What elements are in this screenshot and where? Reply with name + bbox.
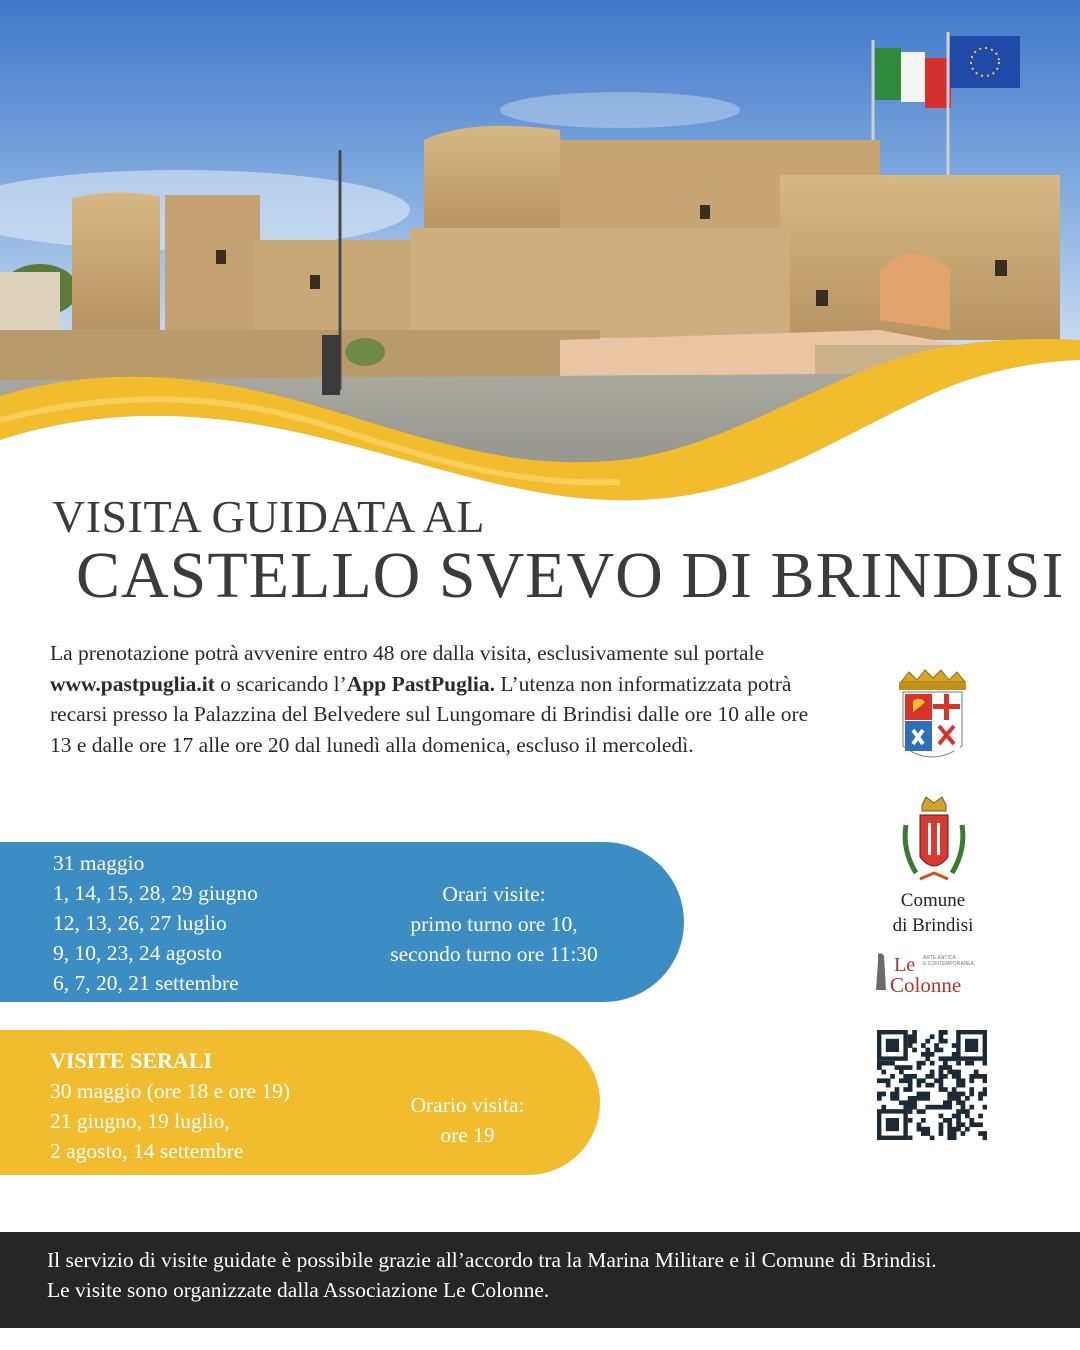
- qr-module: [939, 1127, 944, 1132]
- booking-info: [50, 638, 830, 760]
- qr-module: [969, 1118, 974, 1123]
- le-colonne-wordmark-top: Le: [894, 954, 916, 976]
- qr-module: [943, 1118, 948, 1123]
- qr-module: [921, 1109, 926, 1114]
- qr-module: [983, 1078, 987, 1083]
- day-visit-times: [360, 879, 628, 969]
- qr-module: [890, 1092, 895, 1097]
- qr-module: [943, 1030, 948, 1035]
- qr-module: [930, 1052, 935, 1057]
- qr-module: [908, 1100, 913, 1105]
- qr-module: [939, 1122, 944, 1127]
- qr-module: [903, 1074, 908, 1079]
- qr-module: [886, 1083, 891, 1088]
- le-colonne-wordmark-bottom: Colonne: [890, 973, 962, 997]
- qr-module: [917, 1127, 922, 1132]
- qr-module: [978, 1131, 983, 1136]
- qr-module: [930, 1083, 935, 1088]
- intro-text-1: La prenotazione potrà avvenire entro 48 ore dalla visita, esclusivamente sul portale: [50, 641, 765, 665]
- qr-module: [895, 1087, 900, 1092]
- qr-code[interactable]: [877, 1030, 987, 1140]
- qr-module: [921, 1127, 926, 1132]
- qr-module: [890, 1061, 895, 1066]
- qr-module: [983, 1061, 987, 1066]
- qr-module: [969, 1061, 974, 1066]
- qr-module: [921, 1096, 926, 1101]
- title-line-1: VISITA GUIDATA AL: [52, 491, 486, 542]
- qr-module: [969, 1087, 974, 1092]
- qr-module: [947, 1096, 952, 1101]
- qr-module: [903, 1087, 908, 1092]
- qr-module: [939, 1078, 944, 1083]
- qr-module: [925, 1105, 930, 1110]
- qr-module: [939, 1114, 944, 1119]
- qr-module: [912, 1105, 917, 1110]
- qr-module: [974, 1074, 979, 1079]
- qr-module: [969, 1092, 974, 1097]
- qr-module: [886, 1078, 891, 1083]
- qr-module: [961, 1131, 966, 1136]
- qr-module: [912, 1039, 917, 1044]
- qr-module: [939, 1083, 944, 1088]
- qr-module: [917, 1092, 922, 1097]
- qr-module: [925, 1083, 930, 1088]
- le-colonne-logo: [872, 950, 994, 998]
- qr-module: [956, 1109, 961, 1114]
- qr-module: [965, 1061, 970, 1066]
- qr-module: [912, 1048, 917, 1053]
- date-line: 6, 7, 20, 21 settembre: [53, 971, 239, 995]
- qr-module: [877, 1092, 882, 1097]
- qr-module: [912, 1034, 917, 1039]
- qr-module: [925, 1096, 930, 1101]
- qr-module: [983, 1087, 987, 1092]
- qr-module: [895, 1096, 900, 1101]
- qr-module: [939, 1105, 944, 1110]
- qr-module: [903, 1065, 908, 1070]
- date-line: 9, 10, 23, 24 agosto: [53, 941, 223, 965]
- qr-module: [952, 1052, 957, 1057]
- qr-module: [952, 1074, 957, 1079]
- qr-module: [877, 1065, 882, 1070]
- qr-module: [908, 1118, 913, 1123]
- qr-module: [943, 1105, 948, 1110]
- qr-module: [899, 1070, 904, 1075]
- footer-text: [47, 1245, 937, 1305]
- footer-line: Le visite sono organizzate dalla Associazione Le Colonne.: [47, 1278, 550, 1302]
- intro-text-2: o scaricando l’: [214, 671, 347, 696]
- day-visits-panel: [0, 842, 684, 1002]
- qr-module: [978, 1114, 983, 1119]
- qr-module: [930, 1034, 935, 1039]
- qr-module: [930, 1070, 935, 1075]
- marina-militare-crest-icon: [895, 668, 970, 768]
- qr-module: [952, 1114, 957, 1119]
- qr-module: [934, 1048, 939, 1053]
- qr-finder-pattern: [965, 1039, 978, 1052]
- time-line: secondo turno ore 11:30: [390, 942, 598, 966]
- qr-module: [934, 1043, 939, 1048]
- qr-module: [956, 1096, 961, 1101]
- qr-module: [903, 1105, 908, 1110]
- qr-module: [912, 1030, 917, 1035]
- qr-module: [952, 1096, 957, 1101]
- qr-module: [983, 1136, 987, 1140]
- qr-module: [983, 1074, 987, 1079]
- qr-module: [969, 1078, 974, 1083]
- date-line: 21 giugno, 19 luglio,: [50, 1109, 230, 1133]
- qr-module: [890, 1096, 895, 1101]
- qr-module: [877, 1061, 882, 1066]
- times-label: Orario visita:: [410, 1093, 525, 1117]
- intro-text-3: L’utenza non informatizzata potrà recarsi presso la Palazzina del Belvedere sul Lungomare di Brindisi dalle ore 10 alle ore 13 e dalle ore 17 alle ore 20 dal lunedì alla domenica, escluso il mercoledì.: [50, 671, 809, 757]
- comune-label-line: Comune: [900, 890, 966, 911]
- qr-module: [908, 1087, 913, 1092]
- qr-module: [961, 1100, 966, 1105]
- time-line: ore 19: [440, 1123, 495, 1147]
- qr-module: [974, 1070, 979, 1075]
- qr-module: [890, 1074, 895, 1079]
- qr-finder-pattern: [886, 1039, 899, 1052]
- qr-module: [947, 1065, 952, 1070]
- evening-visit-times: [385, 1090, 550, 1150]
- qr-module: [978, 1074, 983, 1079]
- date-line: 2 agosto, 14 settembre: [50, 1139, 244, 1163]
- le-colonne-tagline-2: E CONTEMPORANEA: [923, 961, 974, 967]
- qr-module: [943, 1065, 948, 1070]
- qr-module: [952, 1043, 957, 1048]
- qr-module: [939, 1087, 944, 1092]
- qr-module: [908, 1074, 913, 1079]
- qr-module: [908, 1034, 913, 1039]
- qr-module: [956, 1061, 961, 1066]
- qr-module: [908, 1065, 913, 1070]
- qr-module: [961, 1109, 966, 1114]
- qr-module: [881, 1092, 886, 1097]
- qr-module: [943, 1100, 948, 1105]
- qr-module: [978, 1122, 983, 1127]
- qr-module: [921, 1043, 926, 1048]
- qr-module: [943, 1074, 948, 1079]
- qr-module: [921, 1092, 926, 1097]
- qr-module: [947, 1100, 952, 1105]
- castle-photo: [0, 0, 1080, 520]
- qr-module: [925, 1056, 930, 1061]
- qr-module: [930, 1074, 935, 1079]
- date-line: 1, 14, 15, 28, 29 giugno: [53, 881, 258, 905]
- qr-module: [947, 1118, 952, 1123]
- qr-module: [939, 1056, 944, 1061]
- qr-module: [943, 1056, 948, 1061]
- qr-module: [952, 1131, 957, 1136]
- qr-module: [952, 1070, 957, 1075]
- comune-label-line: di Brindisi: [892, 915, 974, 936]
- qr-module: [956, 1127, 961, 1132]
- qr-module: [881, 1061, 886, 1066]
- qr-module: [983, 1092, 987, 1097]
- qr-module: [895, 1092, 900, 1097]
- qr-module: [969, 1074, 974, 1079]
- qr-module: [917, 1083, 922, 1088]
- qr-module: [881, 1078, 886, 1083]
- qr-module: [881, 1105, 886, 1110]
- qr-module: [930, 1136, 935, 1140]
- qr-module: [908, 1043, 913, 1048]
- qr-module: [908, 1105, 913, 1110]
- qr-module: [917, 1065, 922, 1070]
- qr-module: [983, 1131, 987, 1136]
- qr-module: [956, 1070, 961, 1075]
- app-name: App PastPuglia.: [346, 671, 495, 696]
- qr-module: [947, 1056, 952, 1061]
- le-colonne-tagline-1: ARTE ANTICA: [923, 955, 956, 961]
- qr-module: [899, 1078, 904, 1083]
- qr-module: [943, 1039, 948, 1044]
- qr-module: [947, 1122, 952, 1127]
- qr-module: [934, 1105, 939, 1110]
- time-line: primo turno ore 10,: [410, 912, 578, 936]
- qr-module: [886, 1061, 891, 1066]
- qr-module: [952, 1087, 957, 1092]
- evening-heading: VISITE SERALI: [50, 1048, 213, 1073]
- qr-module: [908, 1083, 913, 1088]
- qr-module: [983, 1105, 987, 1110]
- title-line-2: CASTELLO SVEVO DI BRINDISI: [76, 539, 1065, 612]
- portal-link[interactable]: www.pastpuglia.it: [50, 671, 215, 696]
- qr-module: [917, 1061, 922, 1066]
- qr-module: [939, 1039, 944, 1044]
- qr-module: [908, 1039, 913, 1044]
- qr-module: [961, 1105, 966, 1110]
- qr-module: [961, 1078, 966, 1083]
- qr-module: [947, 1136, 952, 1140]
- qr-module: [925, 1039, 930, 1044]
- qr-module: [947, 1131, 952, 1136]
- qr-module: [956, 1078, 961, 1083]
- qr-module: [939, 1034, 944, 1039]
- qr-module: [903, 1100, 908, 1105]
- qr-module: [974, 1122, 979, 1127]
- qr-module: [956, 1092, 961, 1097]
- qr-module: [921, 1118, 926, 1123]
- qr-module: [917, 1122, 922, 1127]
- date-line: 31 maggio: [53, 851, 145, 875]
- qr-module: [908, 1096, 913, 1101]
- qr-module: [947, 1092, 952, 1097]
- qr-module: [881, 1070, 886, 1075]
- qr-module: [934, 1078, 939, 1083]
- qr-module: [961, 1092, 966, 1097]
- qr-module: [939, 1131, 944, 1136]
- qr-module: [943, 1061, 948, 1066]
- qr-module: [899, 1100, 904, 1105]
- footer-bar: [0, 1232, 1080, 1328]
- times-label: Orari visite:: [442, 882, 546, 906]
- qr-module: [925, 1127, 930, 1132]
- qr-module: [908, 1109, 913, 1114]
- qr-module: [877, 1096, 882, 1101]
- qr-module: [925, 1131, 930, 1136]
- qr-module: [947, 1127, 952, 1132]
- qr-module: [895, 1065, 900, 1070]
- evening-visits-panel: [0, 1030, 600, 1175]
- qr-module: [965, 1114, 970, 1119]
- qr-module: [921, 1061, 926, 1066]
- qr-module: [956, 1118, 961, 1123]
- date-line: 30 maggio (ore 18 e ore 19): [50, 1079, 291, 1103]
- date-line: 12, 13, 26, 27 luglio: [53, 911, 227, 935]
- qr-module: [961, 1122, 966, 1127]
- qr-module: [956, 1074, 961, 1079]
- qr-module: [921, 1078, 926, 1083]
- qr-module: [969, 1105, 974, 1110]
- qr-module: [925, 1048, 930, 1053]
- qr-module: [956, 1122, 961, 1127]
- qr-module: [939, 1030, 944, 1035]
- qr-module: [908, 1078, 913, 1083]
- qr-module: [917, 1096, 922, 1101]
- qr-module: [952, 1127, 957, 1132]
- comune-brindisi-crest-icon: [898, 795, 970, 890]
- qr-module: [947, 1105, 952, 1110]
- qr-module: [939, 1074, 944, 1079]
- qr-module: [921, 1131, 926, 1136]
- qr-module: [917, 1109, 922, 1114]
- qr-module: [961, 1083, 966, 1088]
- qr-module: [925, 1052, 930, 1057]
- qr-module: [899, 1065, 904, 1070]
- qr-module: [912, 1100, 917, 1105]
- qr-module: [952, 1056, 957, 1061]
- footer-line: Il servizio di visite guidate è possibile grazie all’accordo tra la Marina Militare e il Comune di Brindisi.: [47, 1248, 937, 1272]
- qr-module: [939, 1065, 944, 1070]
- qr-module: [908, 1136, 913, 1140]
- qr-module: [965, 1109, 970, 1114]
- qr-module: [947, 1070, 952, 1075]
- qr-finder-pattern: [886, 1118, 899, 1131]
- qr-module: [925, 1092, 930, 1097]
- qr-module: [903, 1078, 908, 1083]
- qr-module: [978, 1092, 983, 1097]
- qr-module: [978, 1096, 983, 1101]
- qr-module: [912, 1074, 917, 1079]
- qr-module: [969, 1122, 974, 1127]
- evening-visit-dates: [50, 1046, 290, 1166]
- qr-module: [952, 1092, 957, 1097]
- qr-module: [965, 1127, 970, 1132]
- qr-module: [956, 1114, 961, 1119]
- qr-module: [925, 1074, 930, 1079]
- qr-module: [943, 1087, 948, 1092]
- qr-module: [930, 1061, 935, 1066]
- qr-module: [956, 1083, 961, 1088]
- qr-module: [917, 1078, 922, 1083]
- qr-module: [921, 1052, 926, 1057]
- comune-label: [870, 888, 996, 938]
- qr-module: [912, 1096, 917, 1101]
- qr-module: [930, 1105, 935, 1110]
- qr-module: [965, 1096, 970, 1101]
- qr-module: [956, 1100, 961, 1105]
- qr-module: [939, 1048, 944, 1053]
- qr-module: [939, 1070, 944, 1075]
- qr-module: [877, 1078, 882, 1083]
- qr-module: [952, 1136, 957, 1140]
- day-visit-dates: [53, 848, 258, 998]
